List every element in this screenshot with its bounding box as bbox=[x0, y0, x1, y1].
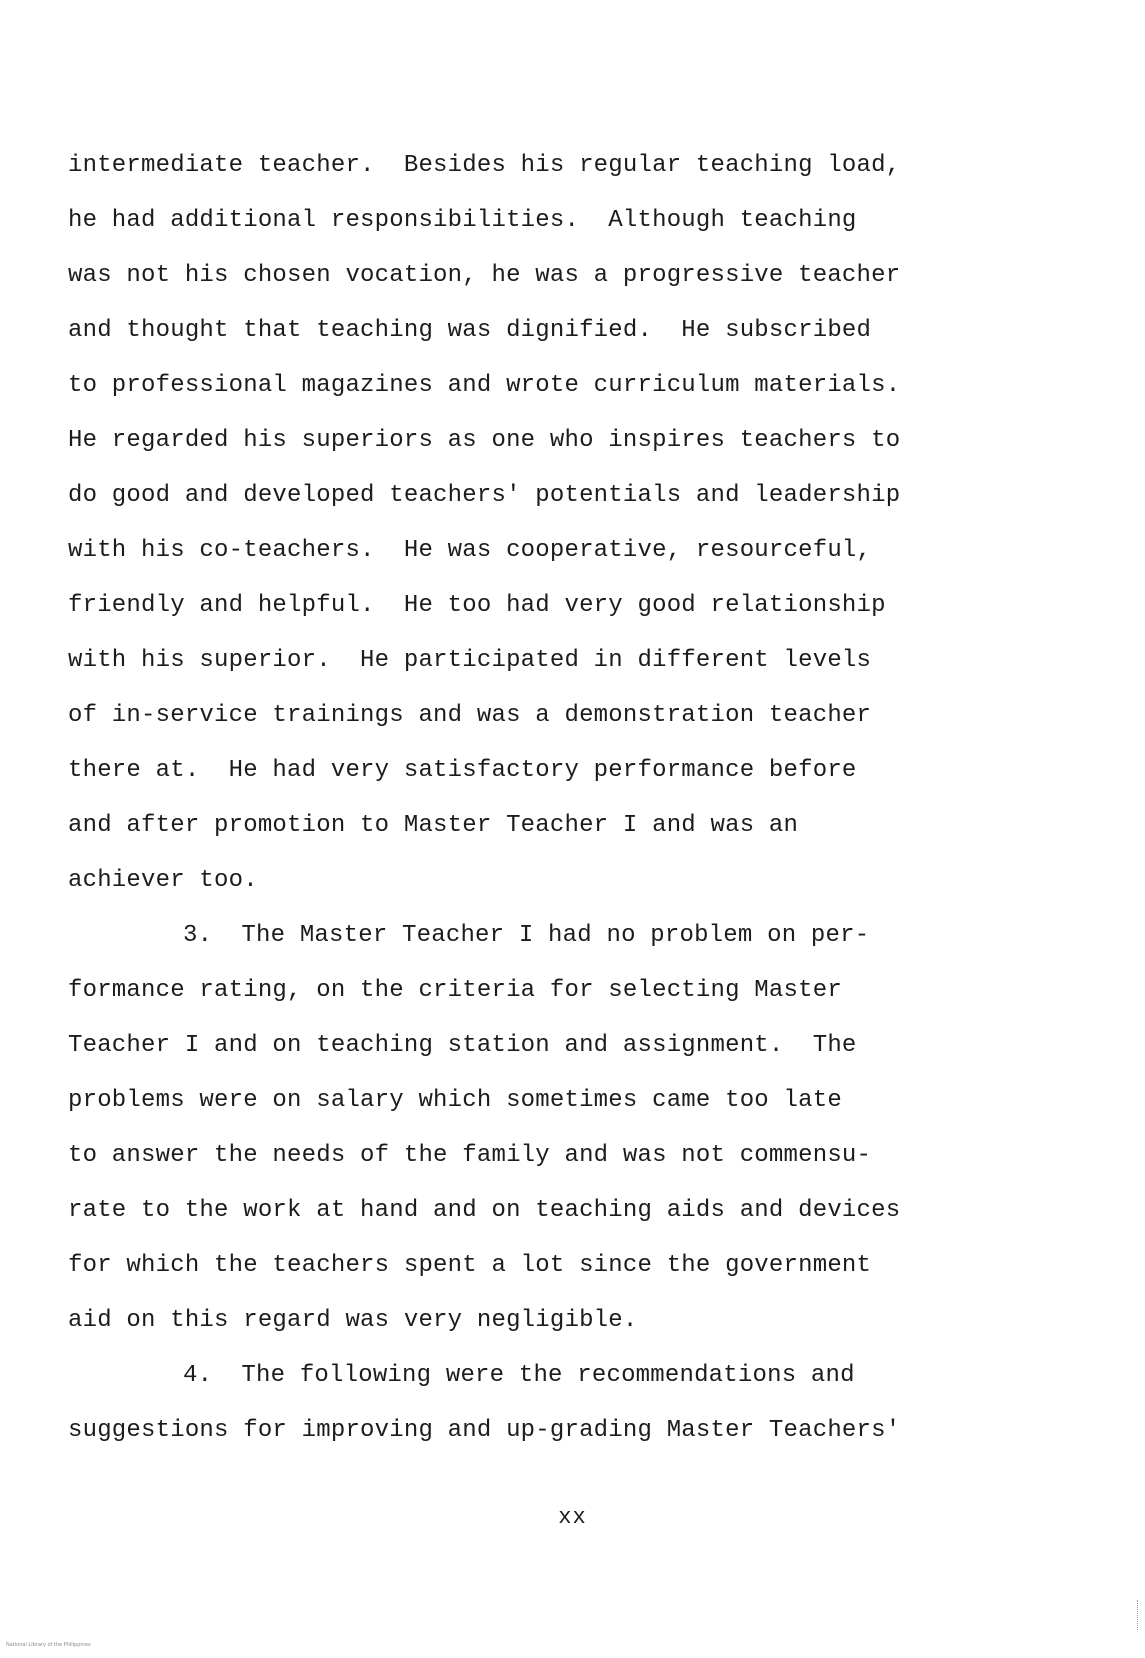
text-line: and after promotion to Master Teacher I and was an bbox=[68, 812, 799, 839]
text-line: and thought that teaching was dignified. He subscribed bbox=[68, 317, 872, 344]
body-text bbox=[68, 146, 1068, 1466]
text-line: He regarded his superiors as one who inspires teachers to bbox=[68, 427, 901, 454]
text-line: to answer the needs of the family and was not commensu- bbox=[68, 1142, 872, 1169]
text-line: with his superior. He participated in different levels bbox=[68, 647, 872, 674]
text-line: intermediate teacher. Besides his regular teaching load, bbox=[68, 152, 901, 179]
text-line: problems were on salary which sometimes came too late bbox=[68, 1087, 842, 1114]
text-line: formance rating, on the criteria for selecting Master bbox=[68, 977, 842, 1004]
text-line: friendly and helpful. He too had very good relationship bbox=[68, 592, 886, 619]
text-line: to professional magazines and wrote curriculum materials. bbox=[68, 372, 901, 399]
text-line: was not his chosen vocation, he was a progressive teacher bbox=[68, 262, 901, 289]
text-line: there at. He had very satisfactory performance before bbox=[68, 757, 857, 784]
text-line: achiever too. bbox=[68, 867, 258, 894]
text-line: do good and developed teachers' potentials and leadership bbox=[68, 482, 901, 509]
footer-text: National Library of the Philippines bbox=[6, 1642, 91, 1648]
scan-edge-mark bbox=[1137, 1600, 1139, 1630]
text-line: he had additional responsibilities. Although teaching bbox=[68, 207, 857, 234]
text-line: suggestions for improving and up-grading Master Teachers' bbox=[68, 1417, 901, 1444]
text-line: rate to the work at hand and on teaching aids and devices bbox=[68, 1197, 901, 1224]
text-line: for which the teachers spent a lot since the government bbox=[68, 1252, 872, 1279]
paragraph-3-start: 3. The Master Teacher I had no problem on per- bbox=[183, 922, 870, 949]
text-line: Teacher I and on teaching station and assignment. The bbox=[68, 1032, 857, 1059]
paragraph-4-start: 4. The following were the recommendations and bbox=[183, 1362, 855, 1389]
text-line: of in-service trainings and was a demonstration teacher bbox=[68, 702, 872, 729]
page-number: xx bbox=[558, 1505, 587, 1530]
text-line: aid on this regard was very negligible. bbox=[68, 1307, 638, 1334]
text-line: with his co-teachers. He was cooperative, resourceful, bbox=[68, 537, 872, 564]
